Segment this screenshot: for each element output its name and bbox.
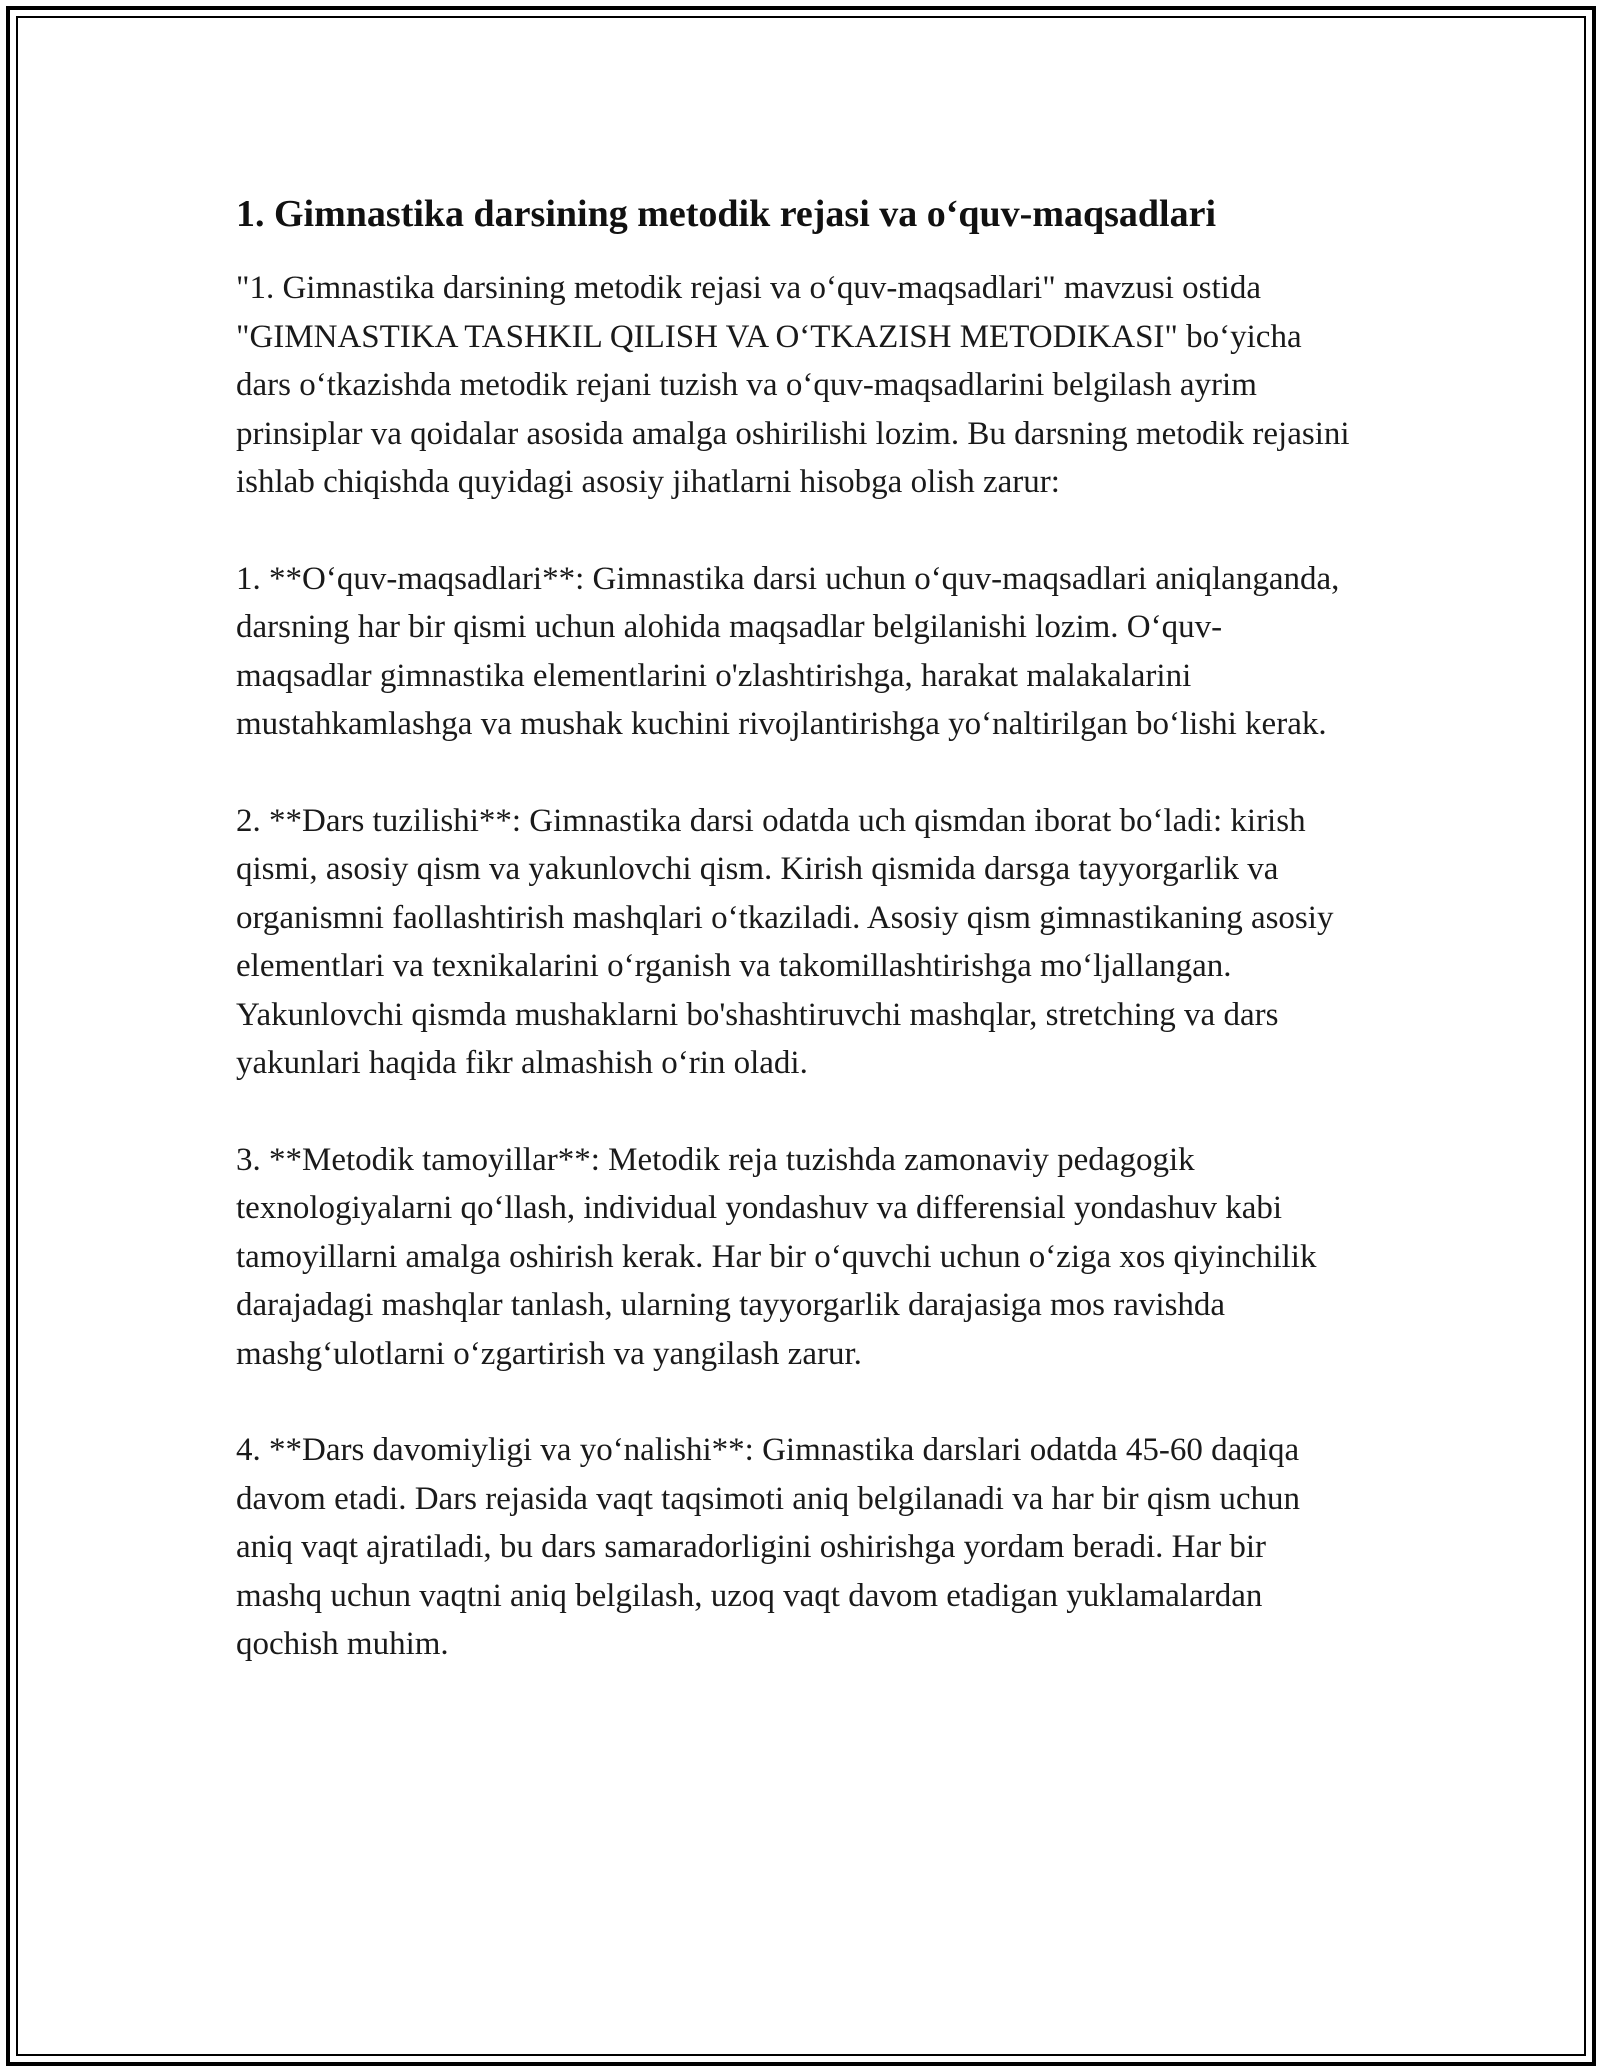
document-body: [236, 190, 1356, 1717]
paragraph-lesson-structure: 2. **Dars tuzilishi**: Gimnastika darsi odatda uch qismdan iborat bo‘ladi: kirish qismi, asosiy qism va yakunlovchi qism. Kirish qismida darsga tayyorgarlik va organismni faollashtirish mashqlari o‘tkaziladi. Asosiy qism gimnastikaning asosiy elementlari va texnikalarini o‘rganish va takomillashtirishga mo‘ljallangan. Yakunlovchi qismda mushaklarni bo'shashtiruvchi mashqlar, stretching va dars yakunlari haqida fikr almashish o‘rin oladi.: [236, 802, 1334, 1081]
document-title: 1. Gimnastika darsining metodik rejasi va o‘quv-maqsadlari: [236, 193, 1217, 235]
paragraph-lesson-duration: 4. **Dars davomiyligi va yo‘nalishi**: Gimnastika darslari odatda 45-60 daqiqa davom etadi. Dars rejasida vaqt taqsimoti aniq belgilanadi va har bir qism uchun aniq vaqt ajratiladi, bu dars samaradorligini oshirishga yordam beradi. Har bir mashq uchun vaqtni aniq belgilash, uzoq vaqt davom etadigan yuklamalardan qochish muhim.: [236, 1432, 1300, 1662]
paragraph-learning-goals: 1. **O‘quv-maqsadlari**: Gimnastika darsi uchun o‘quv-maqsadlari aniqlanganda, darsning har bir qismi uchun alohida maqsadlar belgilanishi lozim. O‘quv-maqsadlar gimnastika elementlarini o'zlashtirishga, harakat malakalarini mustahkamlashga va mushak kuchini rivojlantirishga yo‘naltirilgan bo‘lishi kerak.: [236, 560, 1340, 742]
intro-paragraph: "1. Gimnastika darsining metodik rejasi va o‘quv-maqsadlari" mavzusi ostida "GIMNASTIKA TASHKIL QILISH VA O‘TKAZISH METODIKASI" bo‘yicha dars o‘tkazishda metodik rejani tuzish va o‘quv-maqsadlarini belgilash ayrim prinsiplar va qoidalar asosida amalga oshirilishi lozim. Bu darsning metodik rejasini ishlab chiqishda quyidagi asosiy jihatlarni hisobga olish zarur:: [236, 270, 1350, 500]
paragraph-methodical-principles: 3. **Metodik tamoyillar**: Metodik reja tuzishda zamonaviy pedagogik texnologiyalarni qo‘llash, individual yondashuv va differensial yondashuv kabi tamoyillarni amalga oshirish kerak. Har bir o‘quvchi uchun o‘ziga xos qiyinchilik darajadagi mashqlar tanlash, ularning tayyorgarlik darajasiga mos ravishda mashg‘ulotlarni o‘zgartirish va yangilash zarur.: [236, 1141, 1317, 1372]
